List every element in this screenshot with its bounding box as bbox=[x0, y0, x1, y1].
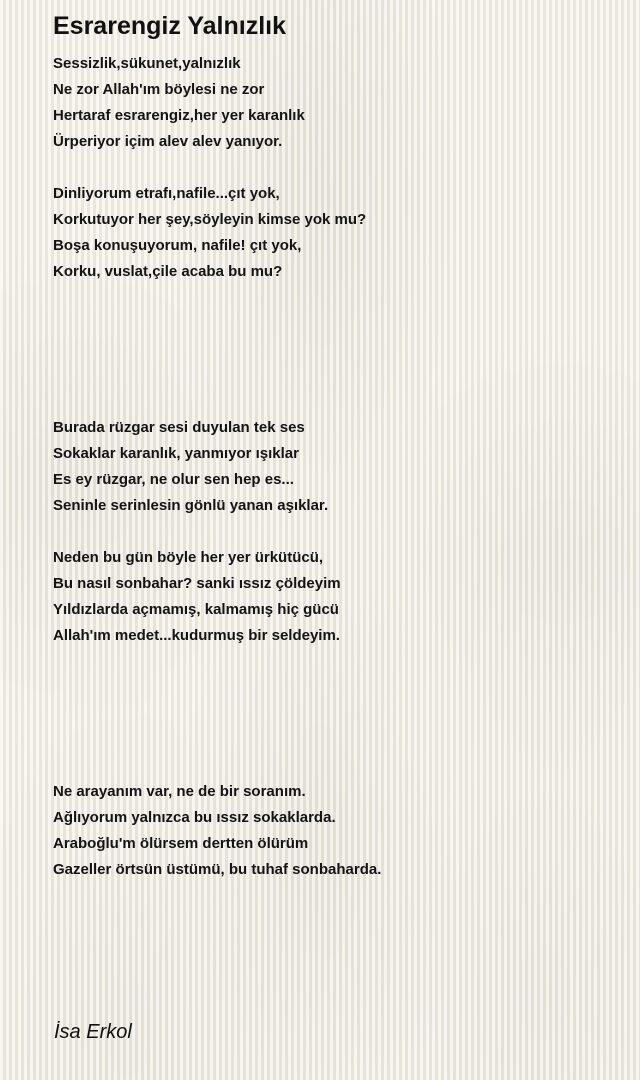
stanza-gap bbox=[53, 285, 613, 415]
poem-line: Gazeller örtsün üstümü, bu tuhaf sonbaharda. bbox=[53, 861, 382, 878]
poem-line: Allah'ım medet...kudurmuş bir seldeyim. bbox=[53, 627, 340, 644]
stanza-5 bbox=[53, 779, 613, 883]
stanza-gap bbox=[53, 155, 613, 181]
poem-line: Sokaklar karanlık, yanmıyor ışıklar bbox=[53, 445, 299, 462]
poem-author: İsa Erkol bbox=[54, 1021, 132, 1043]
poem-line: Ürperiyor içim alev alev yanıyor. bbox=[53, 133, 283, 150]
stanza-4 bbox=[53, 545, 613, 649]
poem-body bbox=[53, 51, 613, 883]
poem-line: Sessizlik,sükunet,yalnızlık bbox=[53, 55, 241, 72]
poem-line: Ne arayanım var, ne de bir soranım. bbox=[53, 783, 306, 800]
stanza-1 bbox=[53, 51, 613, 155]
poem-line: Yıldızlarda açmamış, kalmamış hiç gücü bbox=[53, 601, 339, 618]
poem-line: Bu nasıl sonbahar? sanki ıssız çöldeyim bbox=[53, 575, 341, 592]
poem-line: Korkutuyor her şey,söyleyin kimse yok mu? bbox=[53, 211, 367, 228]
poem-line: Korku, vuslat,çile acaba bu mu? bbox=[53, 263, 283, 280]
stanza-3 bbox=[53, 415, 613, 519]
poem-line: Neden bu gün böyle her yer ürkütücü, bbox=[53, 549, 324, 566]
poem-line: Ne zor Allah'ım böylesi ne zor bbox=[53, 81, 265, 98]
poem-line: Es ey rüzgar, ne olur sen hep es... bbox=[53, 471, 294, 488]
stanza-gap bbox=[53, 649, 613, 779]
stanza-gap bbox=[53, 519, 613, 545]
poem-title: Esrarengiz Yalnızlık bbox=[53, 12, 286, 40]
poem-line: Dinliyorum etrafı,nafile...çıt yok, bbox=[53, 185, 280, 202]
poem-line: Boşa konuşuyorum, nafile! çıt yok, bbox=[53, 237, 302, 254]
stanza-2 bbox=[53, 181, 613, 285]
poem-line: Ağlıyorum yalnızca bu ıssız sokaklarda. bbox=[53, 809, 336, 826]
poem-line: Hertaraf esrarengiz,her yer karanlık bbox=[53, 107, 305, 124]
poem-line: Burada rüzgar sesi duyulan tek ses bbox=[53, 419, 305, 436]
poem-line: Seninle serinlesin gönlü yanan aşıklar. bbox=[53, 497, 329, 514]
poem-line: Araboğlu'm ölürsem dertten ölürüm bbox=[53, 835, 309, 852]
